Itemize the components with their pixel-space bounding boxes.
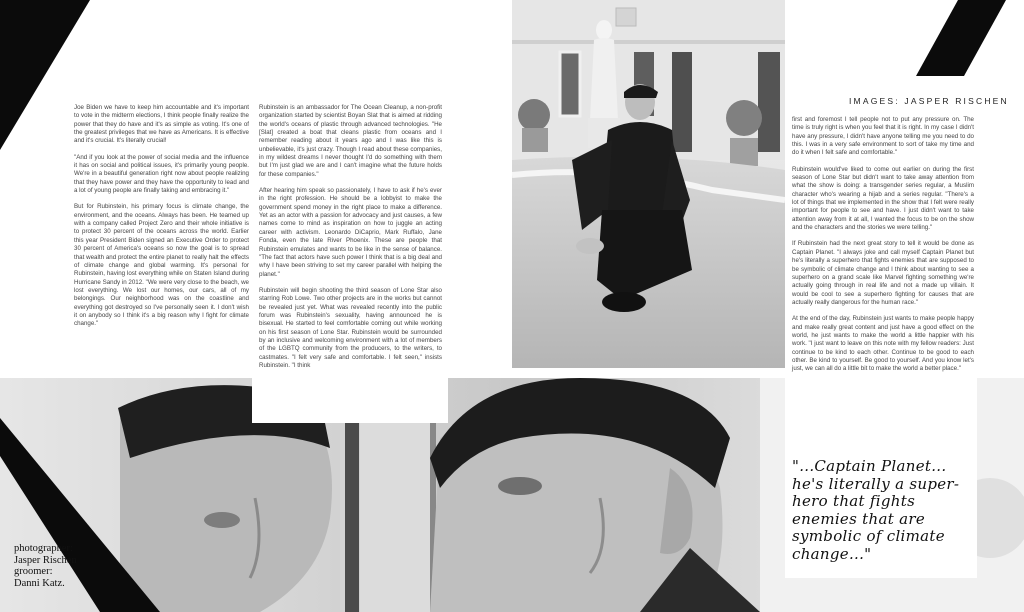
col1-paragraph: "And if you look at the power of social media and the influence it has on social and political issues, it's primarily young people. We're in a beautiful generation right now about people realizing that they have power and they have the opportunity to lead and a lot of young people are finally taking and embracing it."	[74, 153, 249, 195]
top-photo	[512, 0, 785, 368]
photo-credits	[14, 543, 77, 589]
credit-line: Jasper Rischen	[14, 554, 77, 566]
col3-paragraph: first and foremost I tell people not to put any pressure on. The time is truly right is when you feel that it is right. In my case I didn't have any pressure, I didn't have anyone telling me you need to do this. I was in a very safe environment to sort of take my time and do it when I felt safe and comfortable."	[792, 116, 974, 157]
article-column-3	[792, 116, 974, 382]
col2-paragraph: After hearing him speak so passionately, I have to ask if he's ever in the right profession. He should be a lobbyist to make the government spend money in the right place to make a difference. Yet as an actor with a passion for advocacy and just causes, a few names come to mind as inspiration on how to juggle an acting career with activism. Leonardo DiCaprio, Mark Ruffalo, Jane Fonda, even the late River Phoenix. These are people that Rubinstein emulates and wants to be like in the sense of balance. "The fact that actors have such power I think that is a big deal and why I have been striving to set my career parallel with helping the planet."	[259, 187, 442, 278]
col2-paragraph: Rubinstein will begin shooting the third season of Lone Star also starring Rob Lowe. Two other projects are in the works but cannot be revealed just yet. What was revealed recently into the public forum was Rubinstein's sexuality, having announced he is bisexual. He started to feel comfortable coming out while working on his first season of Lone Star. Rubinstein would be surrounded by an inclusive and welcoming environment with a lot of members of the LGBTQ community from the producers, to the writers, to castmates. "I felt very safe and comfortable. I felt seen," insists Rubinstein. "I think	[259, 286, 442, 369]
article-column-1	[74, 104, 249, 337]
credit-line: groomer:	[14, 566, 53, 577]
col3-paragraph: Rubinstein would've liked to come out earlier on during the first season of Lone Star but didn't want to take away attention from what the show is doing: a transgender series regular, a Muslim character who's wearing a hijab and a series regular. "There's a lot of things that we implemented in the show that I felt were really important for people to see and have. I just didn't want to take attention away from it at all, I wanted the focus to be on the show and the characters and the stories we were telling."	[792, 165, 974, 232]
col1-paragraph: Joe Biden we have to keep him accountable and it's important to vote in the midterm elections, I think people finally realize the power that they do have and it's as simple as voting. It's one of the greatest privileges that we have as Americans. It is effective and it's crucial. It's literally crucial!	[74, 104, 249, 145]
credit-line: photographer:	[14, 543, 73, 554]
col1-paragraph: But for Rubinstein, his primary focus is climate change, the environment, and the oceans. Always has been. He teamed up with a company called Project Zero and their whole initiative is to protect 30 percent of the oceans across the world. Earlier this year President Biden signed an Executive Order to protect 30 percent of America's oceans so now the goal is to spread that wealth and protect the entire planet to really halt the effects of climate change and global warming. It's personal for Rubinstein, having lost everything while on Staten Island during Hurricane Sandy in 2012. "We were very close to the beach, we lost everything. We lost our homes, our cars, all of my belongings. Our neighborhood was on the coastline and everything got destroyed so I've personally seen it. I don't wish it on anybody so I think it's a big reason why I fight for climate change."	[74, 203, 249, 328]
col3-paragraph: If Rubinstein had the next great story to tell it would be done as Captain Planet. "I always joke and call myself Captain Planet but he's literally a superhero that fights enemies that are supposed to be symbolic of climate change and I think about wanting to see a superhero on a grand scale like Marvel fighting something we're actually going through in real life and not a made up villain. It would be cool to see a superhero fighting for causes that are actually really dangerous for the human race."	[792, 240, 974, 306]
article-column-2	[259, 104, 442, 378]
credit-line: Danni Katz.	[14, 577, 65, 589]
images-credit: IMAGES: JASPER RISCHEN	[849, 96, 1009, 106]
pull-quote: "...Captain Planet... he's literally a super-hero that fights enemies that are symbolic of climate change..."	[792, 457, 960, 563]
col2-paragraph: Rubinstein is an ambassador for The Ocean Cleanup, a non-profit organization started by scientist Boyan Slat that is aimed at ridding the world's oceans of plastic through advanced technologies. "He [Slat] created a boat that cleans plastic from oceans and I remember reading about it years ago and I was like this is unbelievable, it's just crazy. Though I read about these companies, in my wildest dreams I never thought I'd do something with them but I'm just glad we are and I can't imagine what the future holds for these companies."	[259, 104, 442, 178]
col3-paragraph: At the end of the day, Rubinstein just wants to make people happy and make really great content and just have a good effect on the world, he just wants to make the world a little happier with his work. "I just want to leave on this note with my fellow readers: Just continue to be kind to each other. Continue to be good to each other. Be kind to yourself. Be good to yourself. And you know let's just, we can all do a little bit to make the world a better place."	[792, 315, 974, 373]
